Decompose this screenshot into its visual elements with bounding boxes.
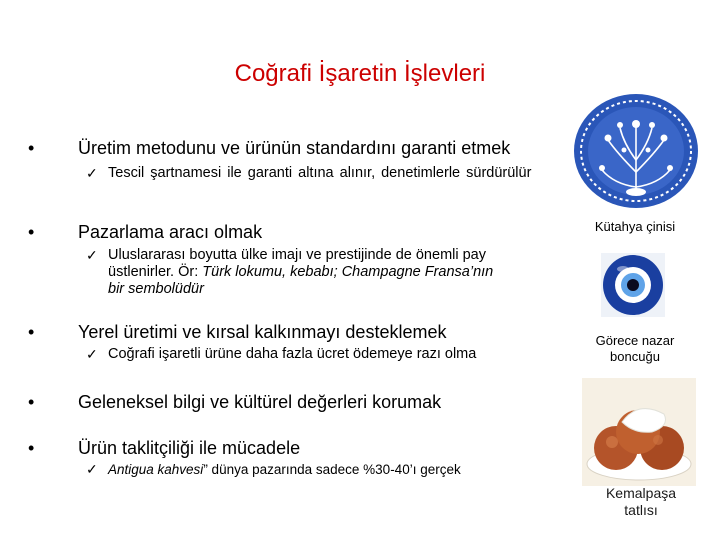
bullet-2-sub <box>86 247 542 298</box>
checkmark-icon: ✓ <box>86 247 98 263</box>
checkmark-icon: ✓ <box>86 165 98 181</box>
bullet-3-sub <box>86 346 532 363</box>
bullet-marker: • <box>28 392 35 412</box>
caption-bead-line1: Görece nazar <box>595 333 675 348</box>
caption-kutahya-tile: Kütahya çinisi <box>594 219 676 234</box>
bullet-marker: • <box>28 138 35 158</box>
bullet-5-sub-text <box>108 461 532 478</box>
caption-nazar-bead <box>580 333 690 365</box>
bullet-marker: • <box>28 438 35 458</box>
bullet-3-text: Yerel üretimi ve kırsal kalkınmayı desteklemek <box>78 322 447 342</box>
bullet-5-text: Ürün taklitçiliği ile mücadele <box>78 438 301 458</box>
bullet-1-text: Üretim metodunu ve ürünün standardını garanti etmek <box>78 138 511 158</box>
bullet-1-sub-text: Tescil şartnamesi ile garanti altına alınır, denetimlerle sürdürülür <box>108 165 532 181</box>
bullet-2-sub-text <box>108 247 542 298</box>
caption-dessert-line2: tatlısı <box>624 502 658 518</box>
bullet-marker: • <box>28 322 35 342</box>
checkmark-icon: ✓ <box>86 346 98 362</box>
bullet-5-sub-plain: ” dünya pazarında sadece %30-40’ı gerçek <box>203 462 461 477</box>
bullet-2-sub-line2-plain: üstlenirler. Ör: <box>108 264 203 280</box>
caption-bead-line2: boncuğu <box>610 349 660 364</box>
bullet-2-sub-line3 <box>108 281 542 298</box>
bullet-2-sub-line3-italic: bir sembolüdür <box>108 281 204 297</box>
bullet-marker: • <box>28 222 35 242</box>
checkmark-icon: ✓ <box>86 461 98 477</box>
nazar-bead-image <box>601 253 665 317</box>
kutahya-tile-image <box>572 92 700 210</box>
bullet-2-text: Pazarlama aracı olmak <box>78 222 263 242</box>
bullet-2-sub-line1: Uluslararası boyutta ülke imajı ve prestijinde de önemli pay <box>108 247 486 263</box>
bullet-1-sub <box>86 165 532 182</box>
bullet-3-sub-text: Coğrafi işaretli ürüne daha fazla ücret ödemeye razı olma <box>108 346 477 362</box>
bullet-2-sub-line2 <box>108 264 542 281</box>
caption-kemalpasa-dessert <box>586 485 696 519</box>
kemalpasa-dessert-image <box>582 378 696 486</box>
bullet-5-sub <box>86 461 532 478</box>
caption-dessert-line1: Kemalpaşa <box>605 485 677 501</box>
page-title: Coğrafi İşaretin İşlevleri <box>234 60 486 87</box>
bullet-2-sub-line2-italic: Türk lokumu, kebabı; Champagne Fransa’nın <box>202 264 494 280</box>
bullet-5-sub-italic: Antigua kahvesi <box>108 462 204 477</box>
bullet-4-text: Geleneksel bilgi ve kültürel değerleri korumak <box>78 392 442 412</box>
